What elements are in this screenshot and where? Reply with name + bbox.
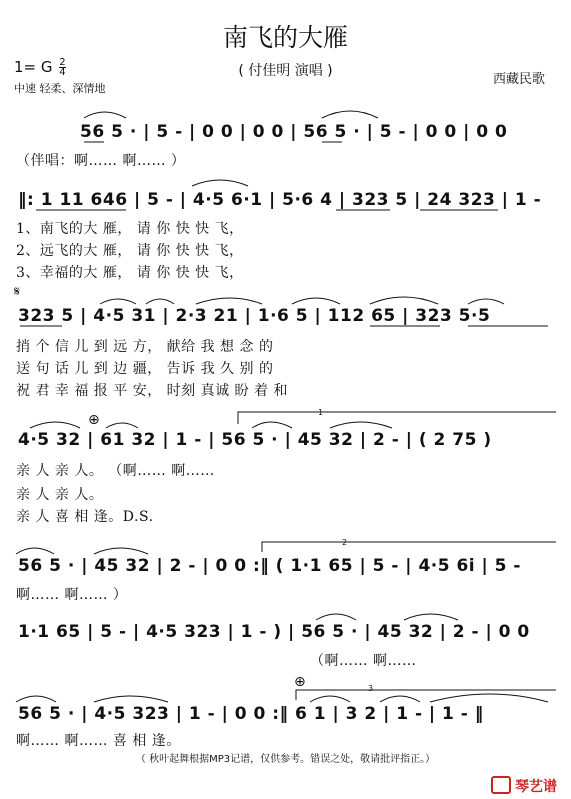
key-label: 1= G xyxy=(14,58,53,76)
system-3-verse-2: 送 句 话 儿 到 边 疆， 告诉 我 久 别 的 xyxy=(16,361,274,377)
song-title: 南飞的大雁 xyxy=(222,23,348,52)
slur xyxy=(94,696,168,702)
time-top: 2 xyxy=(59,57,66,68)
system-5-lyric: 啊…… 啊…… ） xyxy=(16,587,128,603)
system-3-notes: 323 5 | 4·5 31 | 2·3 21 | 1·6 5 | 112 65 | 323 5·5 xyxy=(18,306,491,326)
system-2-verse-2: 2、远飞的大 雁， 请 你 快 快 飞， xyxy=(16,243,244,259)
system-1-lyric: （伴唱：啊…… 啊…… ） xyxy=(16,153,186,169)
system-2-verse-3: 3、幸福的大 雁， 请 你 快 快 飞， xyxy=(16,265,244,281)
slur xyxy=(84,112,126,118)
slur xyxy=(380,696,420,702)
system-6-lyric: （啊…… 啊…… xyxy=(310,653,417,669)
system-6-notes: 1·1 65 | 5 - | 4·5 323 | 1 - ) | 56 5 · | 45 32 | 2 - | 0 0 xyxy=(18,622,530,642)
system-3-verse-3: 祝 君 幸 福 报 平 安， 时刻 真诚 盼 着 和 xyxy=(16,383,288,399)
tempo-marking: 中速 轻柔、深情地 xyxy=(14,82,106,95)
slur xyxy=(196,298,262,304)
slur xyxy=(330,422,392,428)
system-4-verse-3: 亲 人 喜 相 逢。D.S. xyxy=(16,509,154,525)
slur xyxy=(430,694,548,702)
system-2-notes: ‖: 1 11 646 | 5 - | 4·5 6·1 | 5·6 4 | 323 5 | 24 323 | 1 - xyxy=(18,190,542,210)
slur xyxy=(370,297,438,304)
system-3-verse-1: 捎 个 信 儿 到 远 方， 献给 我 想 念 的 xyxy=(16,339,274,355)
volta-1-bracket xyxy=(238,412,556,424)
volta-3-bracket xyxy=(296,690,556,700)
slur xyxy=(94,548,148,554)
slur xyxy=(468,299,504,304)
performer-subtitle: ( 付佳明 演唱 ) xyxy=(238,63,333,79)
segno-sign: 𝄋 xyxy=(14,284,21,300)
slur xyxy=(192,180,248,186)
slur xyxy=(146,299,174,304)
song-origin: 西藏民歌 xyxy=(492,72,545,87)
slur xyxy=(30,422,80,428)
system-4-verse-1: 亲 人 亲 人。 （啊…… 啊…… xyxy=(16,463,215,479)
slur xyxy=(404,614,458,620)
system-5-notes: 56 5 · | 45 32 | 2 - | 0 0 :‖ ( 1·1 65 | 5 - | 4·5 6i | 5 - xyxy=(18,556,521,576)
slur xyxy=(16,696,56,702)
slur xyxy=(106,423,138,428)
system-2-verse-1: 1、南飞的大 雁， 请 你 快 快 飞， xyxy=(16,221,244,237)
system-4-notes: 4·5 32 | 61 32 | 1 - | 56 5 · | 45 32 | 2 - | ( 2 75 ) xyxy=(18,430,492,450)
volta-1-label: 1 xyxy=(318,408,324,417)
system-7-notes: 56 5 · | 4·5 323 | 1 - | 0 0 :‖ 6 1 | 3 2 | 1 - | 1 - ‖ xyxy=(18,704,484,724)
slur xyxy=(322,111,378,118)
volta-2-label: 2 xyxy=(342,538,348,547)
slur xyxy=(16,548,54,554)
slur xyxy=(100,299,136,304)
footer-note: （ 秋叶起舞根据MP3记谱，仅供参考。错误之处，敬请批评指正。） xyxy=(135,754,436,765)
slur xyxy=(316,614,356,620)
slur xyxy=(310,696,350,702)
system-7-lyric: 啊…… 啊…… 喜 相 逢。 xyxy=(16,733,181,749)
time-bottom: 4 xyxy=(59,67,66,78)
system-4-verse-2: 亲 人 亲 人。 xyxy=(16,487,104,503)
system-1-notes: 56 5 · | 5 - | 0 0 | 0 0 | 56 5 · | 5 - | 0 0 | 0 0 xyxy=(80,122,508,142)
slur xyxy=(292,298,340,304)
volta-2-bracket xyxy=(262,542,556,552)
slur xyxy=(252,422,292,428)
coda-sign-2: ⊕ xyxy=(294,674,306,690)
logo-text: 琴艺谱 xyxy=(515,779,557,795)
volta-3-label: 3 xyxy=(368,684,374,693)
coda-sign-1: ⊕ xyxy=(88,412,100,428)
